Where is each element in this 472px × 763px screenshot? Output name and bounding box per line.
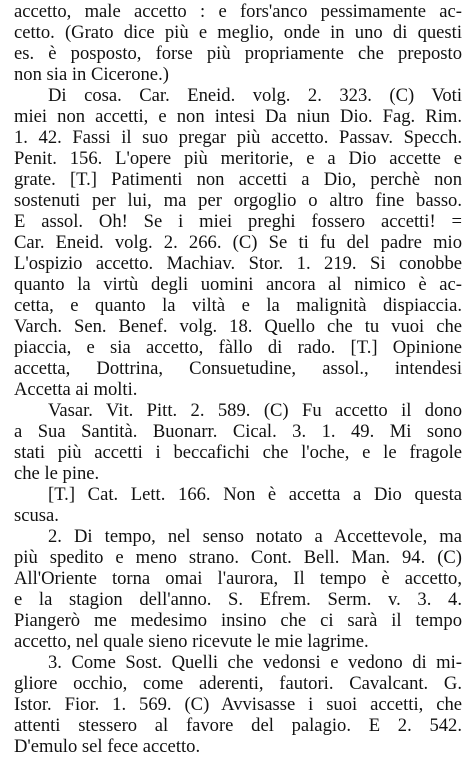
text-line: miei non accetti, e non intesi Da niun Dio. Fag. Rim. bbox=[14, 106, 462, 127]
text-line: E assol. Oh! Se i miei preghi fossero accetti! = bbox=[14, 211, 462, 232]
text-line: attenti stessero al favore del palagio. E 2. 542. bbox=[14, 715, 462, 736]
text-line: a Sua Santità. Buonarr. Cical. 3. 1. 49. Mi sono bbox=[14, 421, 462, 442]
text-line: L'ospizio accetto. Machiav. Stor. 1. 219. Si conobbe bbox=[14, 253, 462, 274]
text-line: [T.] Cat. Lett. 166. Non è accetta a Dio questa bbox=[48, 484, 462, 505]
text-line: Car. Eneid. volg. 2. 266. (C) Se ti fu del padre mio bbox=[14, 232, 462, 253]
text-line: 3. Come Sost. Quelli che vedonsi e vedono di mi- bbox=[48, 652, 462, 673]
text-line: più spedito e meno strano. Cont. Bell. Man. 94. (C) bbox=[14, 547, 462, 568]
text-line: stati più accetti i beccafichi che l'oche, e le fragole bbox=[14, 442, 462, 463]
text-line: piaccia, e sia accetto, fàllo di rado. [T.] Opinione bbox=[14, 337, 462, 358]
text-line: Vasar. Vit. Pitt. 2. 589. (C) Fu accetto il dono bbox=[48, 400, 462, 421]
text-line: 2. Di tempo, nel senso notato a Accettevole, ma bbox=[48, 526, 462, 547]
text-line: accetto, nel quale sieno ricevute le mie lagrime. bbox=[14, 631, 369, 652]
text-line: Accetta ai molti. bbox=[14, 379, 138, 400]
text-line: gliore occhio, come aderenti, fautori. Cavalcant. G. bbox=[14, 673, 462, 694]
text-line: sostenuti per lui, ma per orgoglio o altro fine basso. bbox=[14, 190, 462, 211]
text-line: che le pine. bbox=[14, 463, 100, 484]
text-line: grate. [T.] Patimenti non accetti a Dio, perchè non bbox=[14, 169, 462, 190]
text-line: All'Oriente torna omai l'aurora, Il tempo è accetto, bbox=[14, 568, 462, 589]
text-line: cetta, e quanto la viltà e la malignità dispiaccia. bbox=[14, 295, 462, 316]
text-line: Penit. 156. L'opere più meritorie, e a Dio accette e bbox=[14, 148, 462, 169]
text-line: quanto la virtù degli uomini ancora al nimico è ac- bbox=[14, 274, 462, 295]
text-line: es. è posposto, forse più propriamente che preposto bbox=[14, 43, 462, 64]
text-line: non sia in Cicerone.) bbox=[14, 64, 169, 85]
text-line: D'emulo sel fece accetto. bbox=[14, 736, 201, 757]
text-line: Istor. Fior. 1. 569. (C) Avvisasse i suoi accetti, che bbox=[14, 694, 462, 715]
text-line: accetta, Dottrina, Consuetudine, assol., intendesi bbox=[14, 358, 462, 379]
text-line: Piangerò me medesimo insino che ci sarà il tempo bbox=[14, 610, 462, 631]
text-line: 1. 42. Fassi il suo pregar più accetto. Passav. Specch. bbox=[14, 127, 462, 148]
text-line: cetto. (Grato dice più e meglio, onde in uno di questi bbox=[14, 22, 462, 43]
text-line: Varch. Sen. Benef. volg. 18. Quello che tu vuoi che bbox=[14, 316, 462, 337]
text-line: scusa. bbox=[14, 505, 59, 526]
text-line: accetto, male accetto : e fors'anco pessimamente ac- bbox=[14, 1, 462, 22]
text-line: Di cosa. Car. Eneid. volg. 2. 323. (C) Voti bbox=[48, 85, 462, 106]
text-line: e la stagion dell'anno. S. Efrem. Serm. v. 3. 4. bbox=[14, 589, 462, 610]
